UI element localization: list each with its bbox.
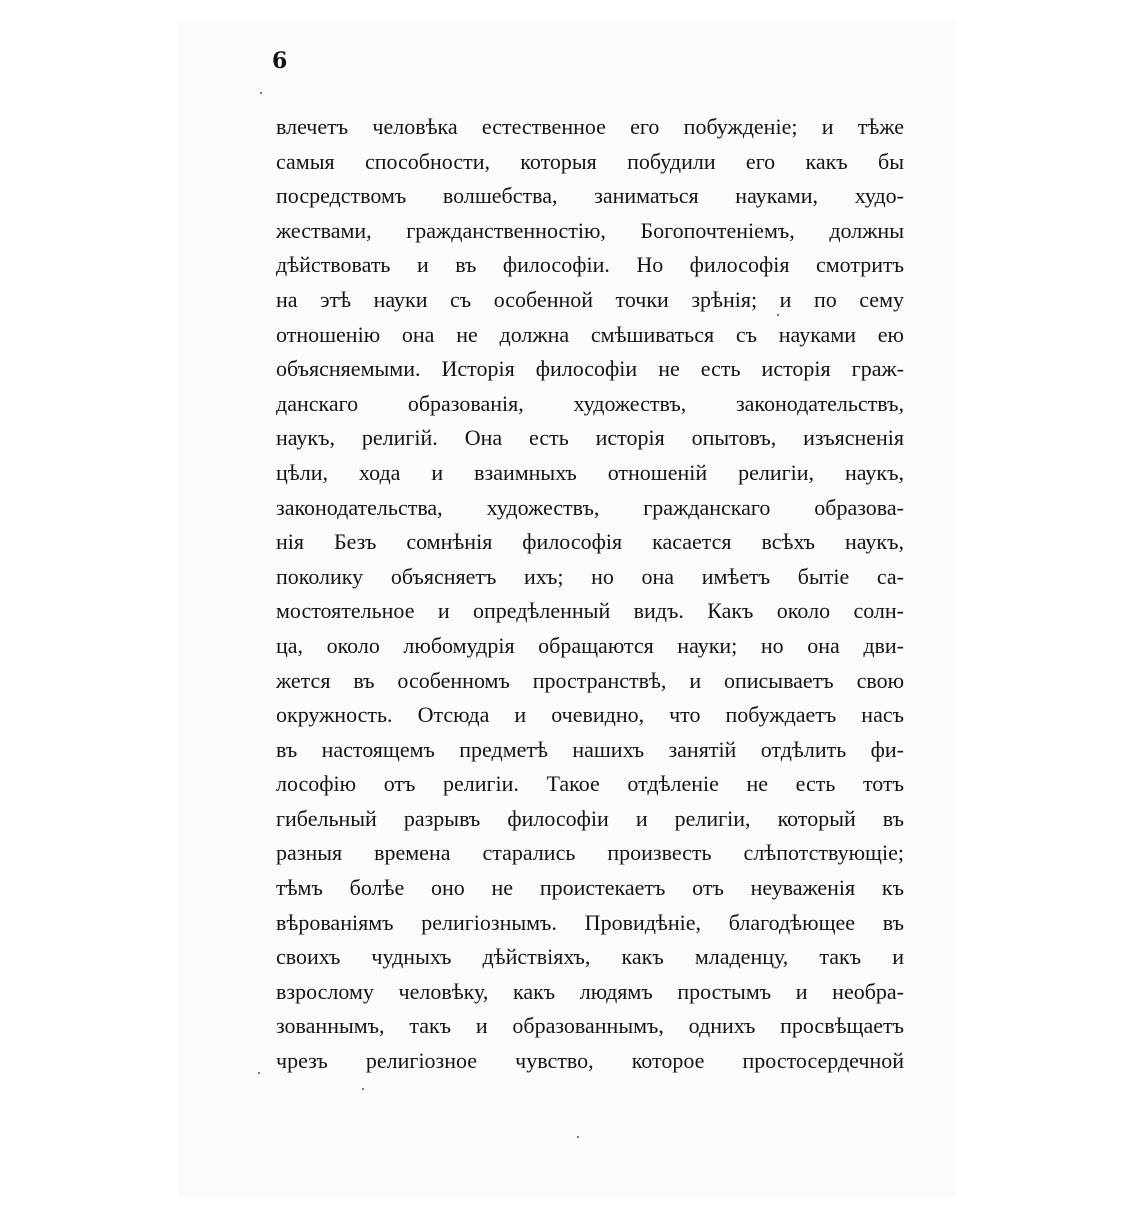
text-line: посредствомъ волшебства, заниматься науками, худо- — [276, 183, 904, 209]
text-line: дѣйствовать и въ философіи. Но философія смотритъ — [276, 252, 904, 278]
page-body-text — [276, 110, 904, 1079]
text-line: на этѣ науки съ особенной точки зрѣнія; и по сему — [276, 286, 904, 312]
text-line: тѣмъ болѣе оно не проистекаетъ отъ неуваженія къ — [276, 875, 904, 901]
text-line: ца, около любомудрія обращаются науки; но она дви- — [276, 632, 904, 658]
text-line: мостоятельное и опредѣленный видъ. Какъ около солн- — [276, 598, 904, 624]
text-line: разныя времена старались произвесть слѣпотствующіе; — [276, 840, 904, 866]
text-line: гибельный разрывъ философіи и религіи, который въ — [276, 805, 904, 831]
scan-speck — [362, 1088, 364, 1090]
text-line: поколику объясняетъ ихъ; но она имѣетъ бытіе са- — [276, 563, 904, 589]
text-line: чрезъ религіозное чувство, которое простосердечной — [276, 1048, 904, 1074]
text-line: влечетъ человѣка естественное его побужденіе; и тѣже — [276, 114, 904, 139]
text-line: нія Безъ сомнѣнія философія касается всѣхъ наукъ, — [276, 529, 904, 555]
text-line: вѣрованіямъ религіознымъ. Провидѣніе, благодѣющее въ — [276, 909, 904, 935]
text-line: зованнымъ, такъ и образованнымъ, однихъ просвѣщаетъ — [276, 1013, 904, 1039]
text-line: объясняемыми. Исторія философіи не есть исторія граж- — [276, 356, 904, 382]
scan-speck — [260, 92, 262, 94]
text-line: жется въ особенномъ пространствѣ, и описываетъ свою — [276, 667, 904, 693]
text-line: наукъ, религій. Она есть исторія опытовъ, изъясненія — [276, 425, 904, 451]
text-line: въ настоящемъ предметѣ нашихъ занятій отдѣлить фи- — [276, 736, 904, 762]
text-line: окружность. Отсюда и очевидно, что побуждаетъ насъ — [276, 702, 904, 728]
scan-speck — [777, 314, 779, 316]
text-line: самыя способности, которыя побудили его какъ бы — [276, 148, 904, 174]
text-line: жествами, гражданственностію, Богопочтеніемъ, должны — [276, 217, 904, 243]
scan-speck — [258, 1072, 260, 1074]
text-line: данскаго образованія, художествъ, законодательствъ, — [276, 390, 904, 416]
text-line: цѣли, хода и взаимныхъ отношеній религіи, наукъ, — [276, 459, 904, 485]
text-line: взрослому человѣку, какъ людямъ простымъ и необра- — [276, 978, 904, 1004]
text-line: своихъ чудныхъ дѣйствіяхъ, какъ младенцу, такъ и — [276, 944, 904, 970]
text-line: законодательства, художествъ, гражданскаго образова- — [276, 494, 904, 520]
scan-speck — [577, 1136, 579, 1138]
page-number: 6 — [272, 48, 288, 74]
text-line: отношенію она не должна смѣшиваться съ науками ею — [276, 321, 904, 347]
text-line: лософію отъ религіи. Такое отдѣленіе не есть тотъ — [276, 771, 904, 797]
